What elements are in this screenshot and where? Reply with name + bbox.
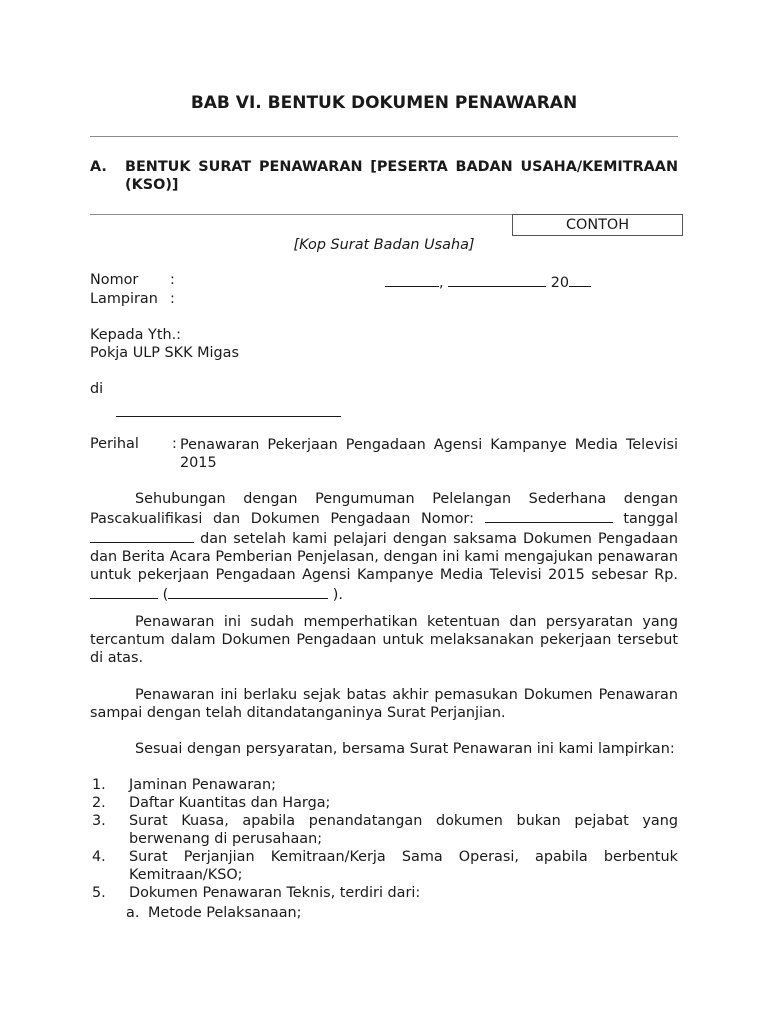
nomor-label: Nomor [90,272,139,288]
list-number: 1. [92,777,106,793]
letterhead-placeholder: [Kop Surat Badan Usaha] [293,237,475,253]
list-text: Dokumen Penawaran Teknis, terdiri dari: [129,885,421,901]
di-label: di [90,381,104,397]
list-text: Surat Perjanjian Kemitraan/Kerja Sama Operasi, apabila berbentuk Kemitraan/KSO; [129,849,678,883]
list-item [90,848,678,884]
page-title: BAB VI. BENTUK DOKUMEN PENAWARAN [190,93,578,113]
para1-part-e: ). [328,587,343,603]
paragraph-3: Penawaran ini berlaku sejak batas akhir pemasukan Dokumen Penawaran sampai dengan telah ditandatanganinya Surat Perjanjian. [90,687,678,721]
divider-section [90,214,512,215]
nomor-row [90,272,175,288]
list-item [90,776,678,794]
year-blank [569,272,591,287]
date-field [385,272,591,291]
perihal-label: Perihal [90,436,139,452]
year-prefix: 20 [550,275,570,291]
para1-part-b: tanggal [612,511,678,527]
date-blank [448,272,546,287]
paragraph-1 [90,490,678,604]
list-item [90,884,678,902]
list-number: 3. [92,813,106,829]
list-item [90,812,678,848]
paragraph-2: Penawaran ini sudah memperhatikan ketentuan dan persyaratan yang tercantum dalam Dokumen Pengadaan untuk melaksanakan pekerjaan tersebut di atas. [90,614,678,666]
contoh-box: CONTOH [512,214,683,236]
tanggal-blank [90,528,194,543]
city-blank [385,272,439,287]
attachment-list [90,776,678,902]
para1-part-d: ( [158,587,169,603]
para1-part-a: Sehubungan dengan Pengumuman Pelelangan Sederhana dengan Pascakualifikasi dan Dokumen Pengadaan Nomor: [90,491,678,527]
date-comma: , [439,275,444,291]
list-text: Surat Kuasa, apabila penandatangan dokumen bukan pejabat yang berwenang di perusahaan; [129,813,678,847]
kepada-label: Kepada Yth.: [90,327,182,343]
amount-words-blank [168,584,328,599]
sub-list-item [126,904,302,922]
section-letter: A. [90,159,107,175]
lampiran-label: Lampiran [90,291,158,307]
nomor-colon: : [170,272,175,288]
list-text: Daftar Kuantitas dan Harga; [129,795,331,811]
list-number: 2. [92,795,106,811]
para1-part-c: dan setelah kami pelajari dengan saksama Dokumen Pengadaan dan Berita Acara Pemberian Penjelasan, dengan ini kami mengajukan penawaran untuk pekerjaan Pengadaan Agensi Kampanye Media Televisi 2015 sebesar Rp. [90,531,678,583]
lampiran-colon: : [170,291,175,307]
divider-top [90,136,678,137]
perihal-text: Penawaran Pekerjaan Pengadaan Agensi Kampanye Media Televisi 2015 [180,437,678,471]
perihal-colon: : [172,436,177,452]
paragraph-4: Sesuai dengan persyaratan, bersama Surat Penawaran ini kami lampirkan: [135,741,675,757]
list-number: 5. [92,885,106,901]
nomor-dokumen-blank [485,508,613,523]
lampiran-row [90,291,175,307]
amount-blank [90,584,158,599]
list-text: Jaminan Penawaran; [129,777,276,793]
section-title: BENTUK SURAT PENAWARAN [PESERTA BADAN USAHA/KEMITRAAN (KSO)] [125,159,678,193]
recipient-name: Pokja ULP SKK Migas [90,345,239,361]
list-number: 4. [92,849,106,865]
address-blank [116,416,341,417]
list-item [90,794,678,812]
sub-list-letter: a. [126,905,140,921]
sub-list-text: Metode Pelaksanaan; [148,905,302,921]
